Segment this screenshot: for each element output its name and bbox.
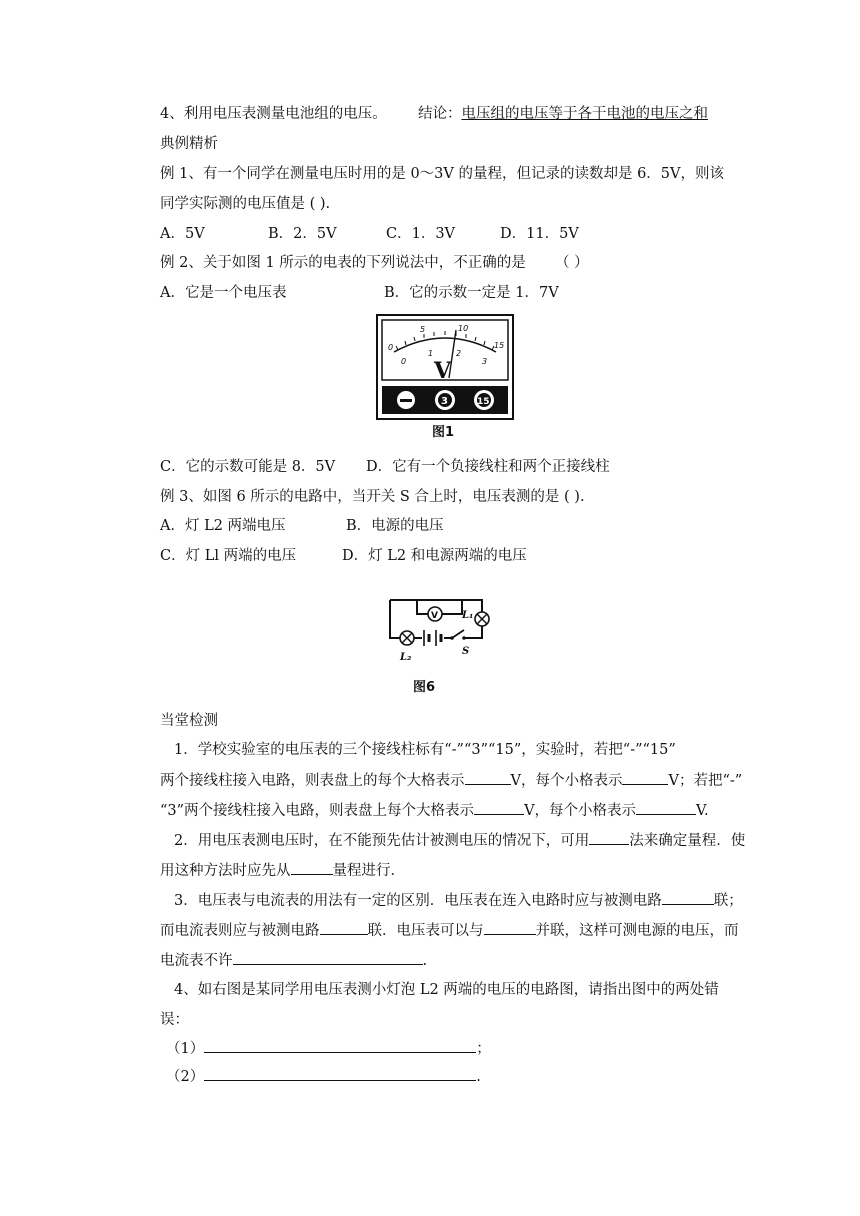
ex2-option-b: B．它的示数一定是 1．7V [384, 285, 559, 301]
q3-blank-3[interactable] [484, 920, 536, 935]
switch-s [450, 630, 466, 640]
q4-blank-2[interactable] [204, 1066, 476, 1081]
q3-blank-4[interactable] [233, 950, 423, 965]
figure-1-caption: 图1 [432, 425, 455, 440]
scale-upper-10: 10 [458, 324, 469, 333]
figure-6-circuit [382, 592, 494, 670]
ex2-option-a: A．它是一个电压表 [160, 285, 287, 301]
q2-text-a: 2．用电压表测电压时，在不能预先估计被测电压的情况下，可用 [174, 833, 590, 849]
q3-text-b: 联； [713, 893, 743, 909]
q1-text-a: 两个接线柱接入电路，则表盘上的每个大格表示 [160, 773, 465, 789]
q1-text-b: V，每个小格表示 [510, 773, 623, 789]
q3-blank-1[interactable] [662, 890, 714, 905]
q3-text-d: 联．电压表可以与 [367, 923, 484, 939]
scale-lower-1: 1 [428, 349, 434, 358]
q3-text-c: 而电流表则应与被测电路 [160, 923, 320, 939]
ex3-option-c: C．灯 Ll 两端的电压 [160, 548, 297, 564]
scale-upper-5: 5 [420, 325, 426, 334]
q4-answer-2-end: . [476, 1069, 481, 1085]
q1-blank-4[interactable] [636, 800, 696, 815]
q1-text-d: “3”两个接线柱接入电路，则表盘上每个大格表示 [160, 803, 475, 819]
q1-line2 [160, 770, 742, 791]
q3-text-g: . [422, 953, 428, 969]
conclusion-text: 电压组的电压等于各干电池的电压之和 [461, 106, 708, 122]
section-heading-examples: 典例精析 [160, 136, 218, 152]
ex2-option-d: D．它有一个负接线柱和两个正接线柱 [366, 459, 610, 475]
q4-blank-1[interactable] [204, 1038, 476, 1053]
ex1-option-a: A．5V [160, 226, 205, 242]
q2-blank-2[interactable] [291, 860, 333, 875]
scale-lower-2: 2 [456, 349, 462, 358]
q3-text-e: 并联，这样可测电源的电压，而 [535, 923, 739, 939]
q1-line3 [160, 800, 709, 821]
section-heading-check: 当堂检测 [160, 713, 218, 729]
ex3-option-d: D．灯 L2 和电源两端的电压 [342, 548, 527, 564]
ex1-option-d: D．11．5V [500, 226, 579, 242]
terminal-3 [435, 390, 455, 410]
q4-answer-1-label: （1） [166, 1041, 205, 1057]
q3-blank-2[interactable] [320, 920, 368, 935]
q4-answer-1 [166, 1038, 491, 1059]
ex2-stem-text: 例 2、关于如图 1 所示的电表的下列说法中，不正确的是 [160, 255, 526, 271]
q3-text-a: 3．电压表与电流表的用法有一定的区别．电压表在连入电路时应与被测电路 [174, 893, 662, 909]
ex3-stem: 例 3、如图 6 所示的电路中，当开关 S 合上时，电压表测的是 ( ). [160, 489, 585, 505]
battery-symbol [424, 630, 441, 646]
q1-text-c: V；若把“-” [668, 773, 743, 789]
q4-answer-2-label: （2） [166, 1069, 205, 1085]
lamp-l1 [475, 612, 489, 626]
q3-line1 [174, 890, 743, 911]
q2-text-d: 量程进行． [332, 863, 405, 879]
q3-text-f: 电流表不许 [160, 953, 233, 969]
scale-lower-0: 0 [401, 357, 407, 366]
label-s: S [462, 646, 470, 657]
q2-line1 [174, 830, 745, 851]
item4-line [160, 104, 708, 124]
ex2-answer-paren: （ ） [555, 255, 589, 271]
ex1-option-b: B．2．5V [268, 226, 337, 242]
label-l1: L₁ [462, 610, 474, 621]
svg-text:V: V [431, 611, 438, 621]
scale-lower-3: 3 [482, 357, 488, 366]
ex2-stem [160, 253, 589, 273]
q2-text-b: 法来确定量程．使 [629, 833, 746, 849]
meter-symbol: V [434, 358, 452, 384]
voltmeter-symbol [428, 607, 442, 621]
ex1-option-c: C．1．3V [386, 226, 456, 242]
q3-line3 [160, 950, 427, 971]
q1-text-e: V，每个小格表示 [524, 803, 637, 819]
q2-line2 [160, 860, 405, 881]
conclusion-prefix: 结论： [417, 106, 462, 122]
q3-line2 [160, 920, 739, 941]
svg-text:3: 3 [441, 396, 448, 407]
scale-upper-0: 0 [388, 343, 394, 352]
q2-text-c: 用这种方法时应先从 [160, 863, 291, 879]
q1-text-f: V. [696, 803, 709, 819]
ex1-stem-line2: 同学实际测的电压值是 ( ). [160, 196, 331, 212]
label-l2: L₂ [400, 652, 412, 663]
item4-text: 4、利用电压表测量电池组的电压。 [160, 106, 387, 122]
q4-line2: 误： [160, 1012, 189, 1028]
figure-1-voltmeter [376, 314, 514, 420]
figure-6-caption: 图6 [413, 680, 436, 695]
ex1-stem-line1: 例 1、有一个同学在测量电压时用的是 0～3V 的量程，但记录的读数却是 6．5V，则该 [160, 166, 725, 182]
svg-text:15: 15 [477, 397, 490, 407]
q4-answer-2 [166, 1066, 481, 1087]
q1-blank-3[interactable] [474, 800, 524, 815]
scale-upper-15: 15 [494, 341, 505, 350]
terminal-negative [396, 390, 416, 410]
ex2-option-c: C．它的示数可能是 8．5V [160, 459, 336, 475]
ex3-option-a: A．灯 L2 两端电压 [160, 518, 286, 534]
lamp-l2 [400, 631, 414, 645]
q1-blank-1[interactable] [465, 770, 511, 785]
q1-blank-2[interactable] [622, 770, 668, 785]
q4-line1: 4、如右图是某同学用电压表测小灯泡 L2 两端的电压的电路图，请指出图中的两处错 [174, 982, 719, 998]
ex3-option-b: B．电源的电压 [346, 518, 444, 534]
terminal-15 [474, 390, 494, 410]
q1-line1: 1．学校实验室的电压表的三个接线柱标有“-”“3”“15”，实验时，若把“-”“15” [174, 742, 676, 758]
q4-answer-1-end: ； [476, 1041, 491, 1057]
q2-blank-1[interactable] [589, 830, 629, 845]
